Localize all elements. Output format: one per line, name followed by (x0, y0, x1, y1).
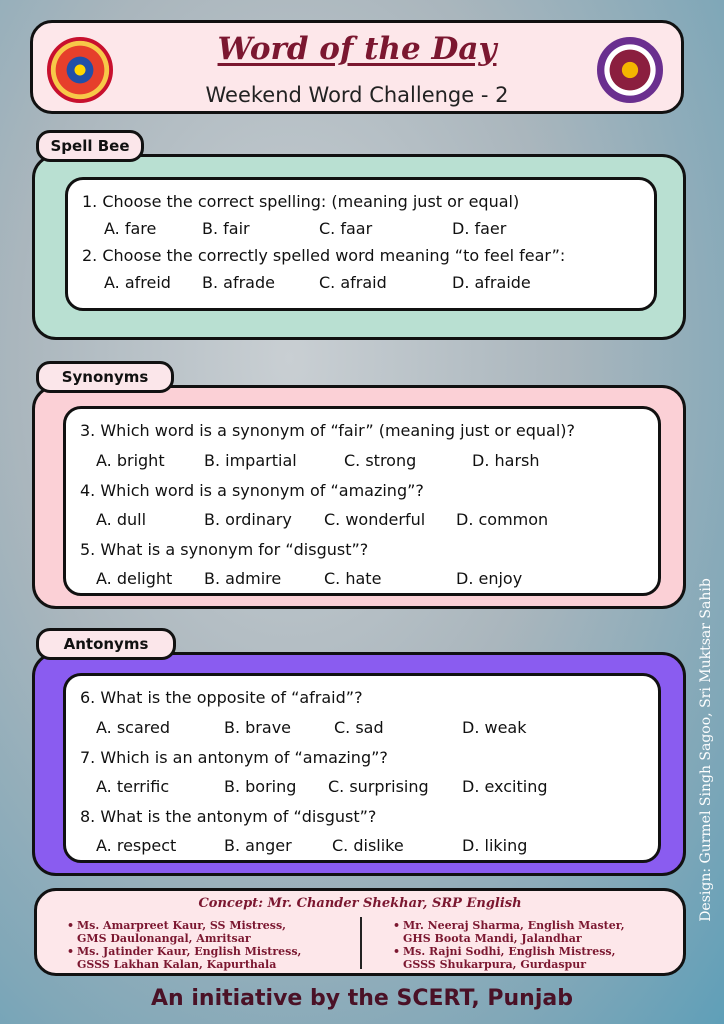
section-label: Synonyms (61, 368, 149, 386)
option: A. fare (104, 219, 157, 238)
page-title: Word of the Day (217, 31, 497, 67)
option: A. respect (96, 836, 177, 855)
credit-line: Ms. Jatinder Kaur, English Mistress, (77, 945, 302, 958)
option: C. afraid (319, 273, 387, 292)
option: A. dull (96, 510, 147, 529)
option: D. exciting (462, 777, 548, 796)
option: B. brave (224, 718, 291, 737)
bullet: • (67, 945, 75, 958)
credit-line: GHS Boota Mandi, Jalandhar (403, 932, 582, 945)
credit-entry (393, 945, 616, 971)
option: D. liking (462, 836, 528, 855)
option: D. harsh (472, 451, 540, 470)
credits-card (34, 888, 686, 976)
question-3: 3. Which word is a synonym of “fair” (meaning just or equal)? (80, 421, 576, 440)
option: C. strong (344, 451, 417, 470)
bullet: • (393, 945, 401, 958)
header-card (30, 20, 684, 114)
section-label: Antonyms (63, 635, 149, 653)
option: C. wonderful (324, 510, 426, 529)
concept-credit: Concept: Mr. Chander Shekhar, SRP English (198, 896, 522, 911)
option: A. terrific (96, 777, 170, 796)
initiative-banner: An initiative by the SCERT, Punjab (151, 986, 573, 1011)
question-2: 2. Choose the correctly spelled word meaning “to feel fear”: (82, 246, 566, 265)
option: D. faer (452, 219, 507, 238)
option: B. admire (204, 569, 282, 588)
option: A. scared (96, 718, 170, 737)
option: D. weak (462, 718, 527, 737)
question-8: 8. What is the antonym of “disgust”? (80, 807, 377, 826)
credit-line: Ms. Rajni Sodhi, English Mistress, (403, 945, 616, 958)
synonyms-section (32, 385, 686, 609)
page-subtitle: Weekend Word Challenge - 2 (205, 83, 509, 107)
antonyms-question-box (63, 673, 661, 863)
antonyms-section (32, 652, 686, 876)
section-tab-spell-bee (36, 130, 144, 162)
option: B. ordinary (204, 510, 292, 529)
option: B. fair (202, 219, 250, 238)
question-5: 5. What is a synonym for “disgust”? (80, 540, 369, 559)
credit-line: GMS Daulonangal, Amritsar (77, 932, 251, 945)
english-circles-emblem-icon (597, 37, 663, 103)
question-1: 1. Choose the correct spelling: (meaning just or equal) (82, 192, 520, 211)
question-4: 4. Which word is a synonym of “amazing”? (80, 481, 424, 500)
option: B. boring (224, 777, 297, 796)
credit-line: GSSS Lakhan Kalan, Kapurthala (77, 958, 277, 971)
option: D. afraide (452, 273, 531, 292)
option: C. hate (324, 569, 382, 588)
design-credit: Design: Gurmel Singh Sagoo, Sri Muktsar Sahib (698, 578, 714, 922)
spell-bee-section (32, 154, 686, 340)
credit-entry (67, 919, 286, 945)
credit-entry (67, 945, 302, 971)
spell-bee-question-box (65, 177, 657, 311)
option: B. impartial (204, 451, 297, 470)
credits-divider (360, 917, 362, 969)
bullet: • (393, 919, 401, 932)
option: D. enjoy (456, 569, 523, 588)
credit-line: Mr. Neeraj Sharma, English Master, (403, 919, 625, 932)
option: A. afreid (104, 273, 171, 292)
credit-line: GSSS Shukarpura, Gurdaspur (403, 958, 587, 971)
option: C. faar (319, 219, 373, 238)
bullet: • (67, 919, 75, 932)
option: B. afrade (202, 273, 275, 292)
section-label: Spell Bee (50, 137, 130, 155)
option: C. sad (334, 718, 384, 737)
credit-entry (393, 919, 625, 945)
section-tab-antonyms (36, 628, 176, 660)
question-7: 7. Which is an antonym of “amazing”? (80, 748, 388, 767)
option: C. dislike (332, 836, 404, 855)
question-6: 6. What is the opposite of “afraid”? (80, 688, 363, 707)
credit-line: Ms. Amarpreet Kaur, SS Mistress, (77, 919, 286, 932)
option: B. anger (224, 836, 292, 855)
option: A. bright (96, 451, 165, 470)
option: C. surprising (328, 777, 429, 796)
section-tab-synonyms (36, 361, 174, 393)
option: A. delight (96, 569, 173, 588)
synonyms-question-box (63, 406, 661, 596)
option: D. common (456, 510, 549, 529)
